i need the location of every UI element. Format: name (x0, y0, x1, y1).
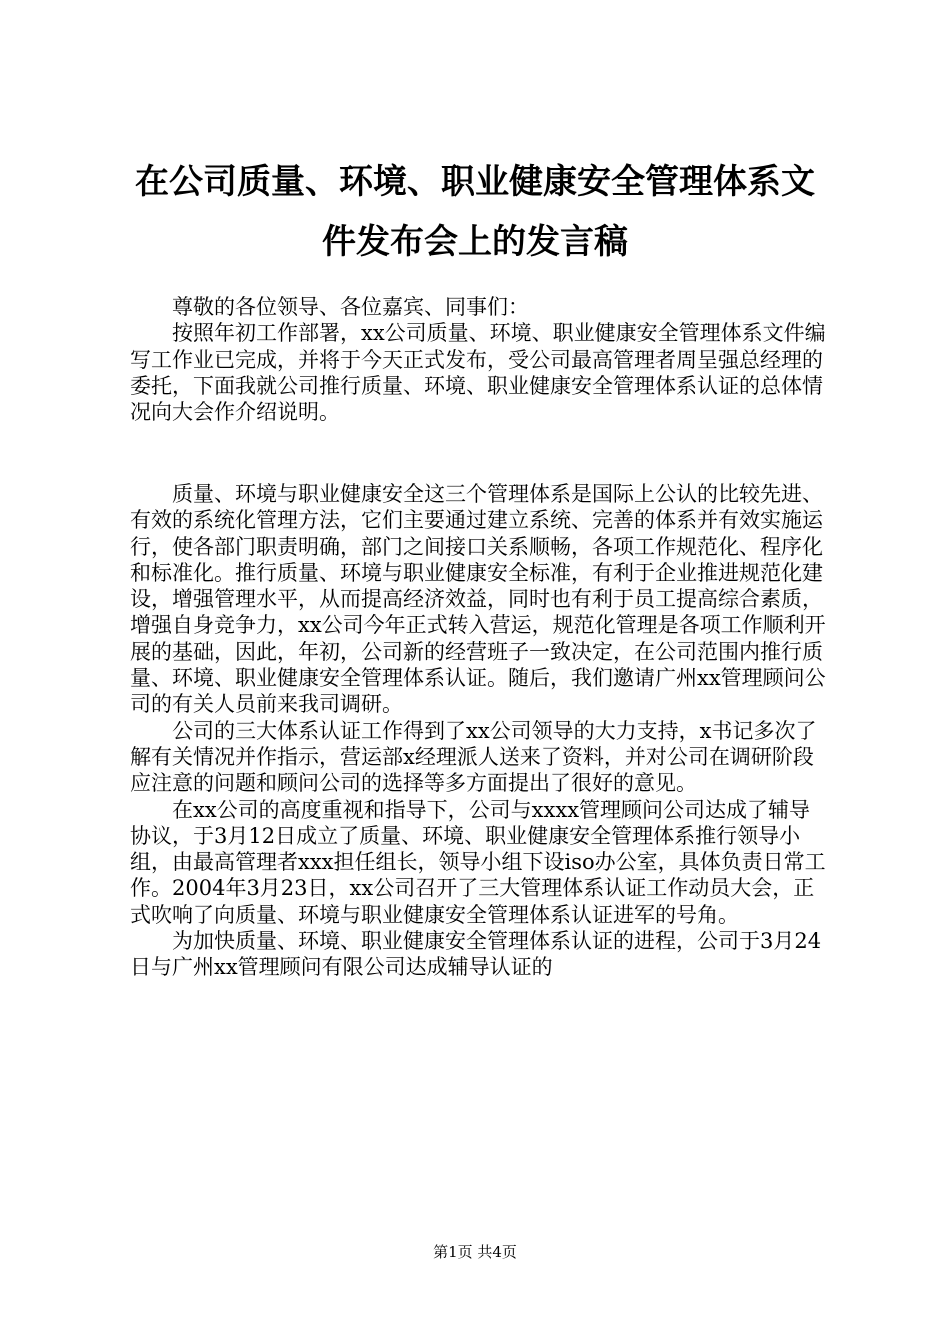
document-title-line-1: 在公司质量、环境、职业健康安全管理体系文 (135, 162, 815, 202)
salutation: 尊敬的各位领导、各位嘉宾、同事们： (172, 295, 529, 319)
document-title-line-2: 件发布会上的发言稿 (322, 222, 628, 262)
document-body-top (130, 294, 830, 425)
paragraph-5: 为加快质量、环境、职业健康安全管理体系认证的进程，公司于3月24日与广州xx管理顾问有限公司达成辅导认证的 (130, 929, 822, 980)
document-body-main (130, 481, 830, 981)
paragraph-3: 公司的三大体系认证工作得到了xx公司领导的大力支持，x书记多次了解有关情况并作指示，营运部x经理派人送来了资料，并对公司在调研阶段应注意的问题和顾问公司的选择等多方面提出了很好的意见。 (130, 718, 817, 796)
paragraph-1: 按照年初工作部署，xx公司质量、环境、职业健康安全管理体系文件编写工作业已完成，并将于今天正式发布，受公司最高管理者周呈强总经理的委托，下面我就公司推行质量、环境、职业健康安全管理体系认证的总体情况向大会作介绍说明。 (130, 321, 826, 425)
paragraph-4: 在xx公司的高度重视和指导下，公司与xxxx管理顾问公司达成了辅导协议，于3月12日成立了质量、环境、职业健康安全管理体系推行领导小组，由最高管理者xxx担任组长，领导小组下设iso办公室，具体负责日常工作。2004年3月23日，xx公司召开了三大管理体系认证工作动员大会，正式吹响了向质量、环境与职业健康安全管理体系认证进军的号角。 (130, 797, 826, 927)
paragraph-2: 质量、环境与职业健康安全这三个管理体系是国际上公认的比较先进、有效的系统化管理方法，它们主要通过建立系统、完善的体系并有效实施运行，使各部门职责明确，部门之间接口关系顺畅，各项工作规范化、程序化和标准化。推行质量、环境与职业健康安全标准，有利于企业推进规范化建设，增强管理水平，从而提高经济效益，同时也有利于员工提高综合素质，增强自身竞争力，xx公司今年正式转入营运，规范化管理是各项工作顺利开展的基础，因此，年初，公司新的经营班子一致决定，在公司范围内推行质量、环境、职业健康安全管理体系认证。随后，我们邀请广州xx管理顾问公司的有关人员前来我司调研。 (130, 482, 826, 717)
page-footer: 第1页 共4页 (433, 1243, 517, 1261)
